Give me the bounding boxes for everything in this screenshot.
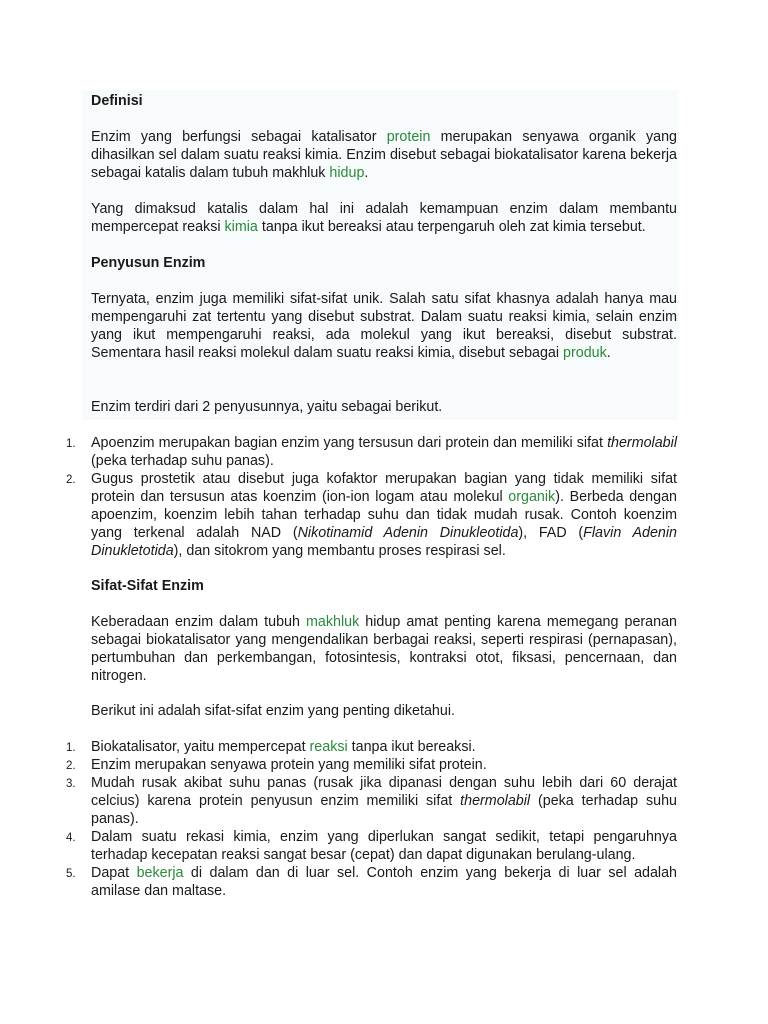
paragraph-penyusun-2: Enzim terdiri dari 2 penyusunnya, yaitu sebagai berikut. [91,399,443,415]
heading-definisi: Definisi [91,93,143,109]
list-item: 1. Biokatalisator, yaitu mempercepat reaksi tanpa ikut bereaksi. [66,739,476,755]
list-item: 3. Mudah rusak akibat suhu panas (rusak jika dipanasi dengan suhu lebih dari 60 derajat celcius) karena protein penyusun enzim memiliki sifat thermolabil (peka terhadap suhu panas). [66,775,677,827]
link-kimia[interactable]: kimia [224,219,258,235]
link-produk[interactable]: produk [563,345,607,361]
link-makhluk[interactable]: makhluk [306,614,360,630]
heading-sifat-sifat-enzim: Sifat-Sifat Enzim [91,578,204,594]
paragraph-penyusun-1: Ternyata, enzim juga memiliki sifat-sifat unik. Salah satu sifat khasnya adalah hanya mau mempengaruhi zat tertentu yang disebut substrat. Dalam suatu reaksi kimia, selain enzim yang ikut mempengaruhi reaksi, ada molekul yang ikut bereaksi, disebut substrat. Sementara hasil reaksi molekul dalam suatu reaksi kimia, disebut sebagai produk. [91,291,677,361]
list-item: 5. Dapat bekerja di dalam dan di luar sel. Contoh enzim yang bekerja di luar sel adalah amilase dan maltase. [66,865,677,899]
paragraph-sifat-1: Keberadaan enzim dalam tubuh makhluk hidup amat penting karena memegang peranan sebagai biokatalisator yang mengendalikan berbagai reaksi, seperti respirasi (pernapasan), pertumbuhan dan perkembangan, fotosintesis, kontraksi otot, fiksasi, pencernaan, dan nitrogen. [91,614,677,684]
link-hidup[interactable]: hidup [329,165,365,181]
list-item: 2. Gugus prostetik atau disebut juga kofaktor merupakan bagian yang tidak memiliki sifat protein dan tersusun atas koenzim (ion-ion logam atau molekul organik). Berbeda dengan apoenzim, koenzim lebih tahan terhadap suhu dan tidak mudah rusak. Contoh koenzim yang terkenal adalah NAD (Nikotinamid Adenin Dinukleotida), FAD (Flavin Adenin Dinukletotida), dan sitokrom yang membantu proses respirasi sel. [66,471,677,559]
link-reaksi[interactable]: reaksi [309,739,348,755]
list-item: 2. Enzim merupakan senyawa protein yang memiliki sifat protein. [66,757,487,773]
list-sifat-enzim [66,738,677,900]
list-item: 1. Apoenzim merupakan bagian enzim yang tersusun dari protein dan memiliki sifat thermolabil (peka terhadap suhu panas). [66,435,677,469]
list-penyusun-enzim [66,434,677,560]
list-item: 4. Dalam suatu rekasi kimia, enzim yang diperlukan sangat sedikit, tetapi pengaruhnya terhadap kecepatan reaksi sangat besar (cepat) dan dapat digunakan berulang-ulang. [66,829,677,863]
link-protein[interactable]: protein [386,129,431,145]
paragraph-sifat-2: Berikut ini adalah sifat-sifat enzim yang penting diketahui. [91,703,455,719]
paragraph-definisi-1: Enzim yang berfungsi sebagai katalisator protein merupakan senyawa organik yang dihasilkan sel dalam suatu reaksi kimia. Enzim disebut sebagai biokatalisator karena bekerja sebagai katalis dalam tubuh makhluk hidup. [91,129,678,181]
heading-penyusun-enzim: Penyusun Enzim [91,255,206,271]
link-bekerja[interactable]: bekerja [136,865,184,881]
link-organik[interactable]: organik [508,489,556,505]
paragraph-definisi-2: Yang dimaksud katalis dalam hal ini adalah kemampuan enzim dalam membantu mempercepat reaksi kimia tanpa ikut bereaksi atau terpengaruh oleh zat kimia tersebut. [91,201,677,235]
